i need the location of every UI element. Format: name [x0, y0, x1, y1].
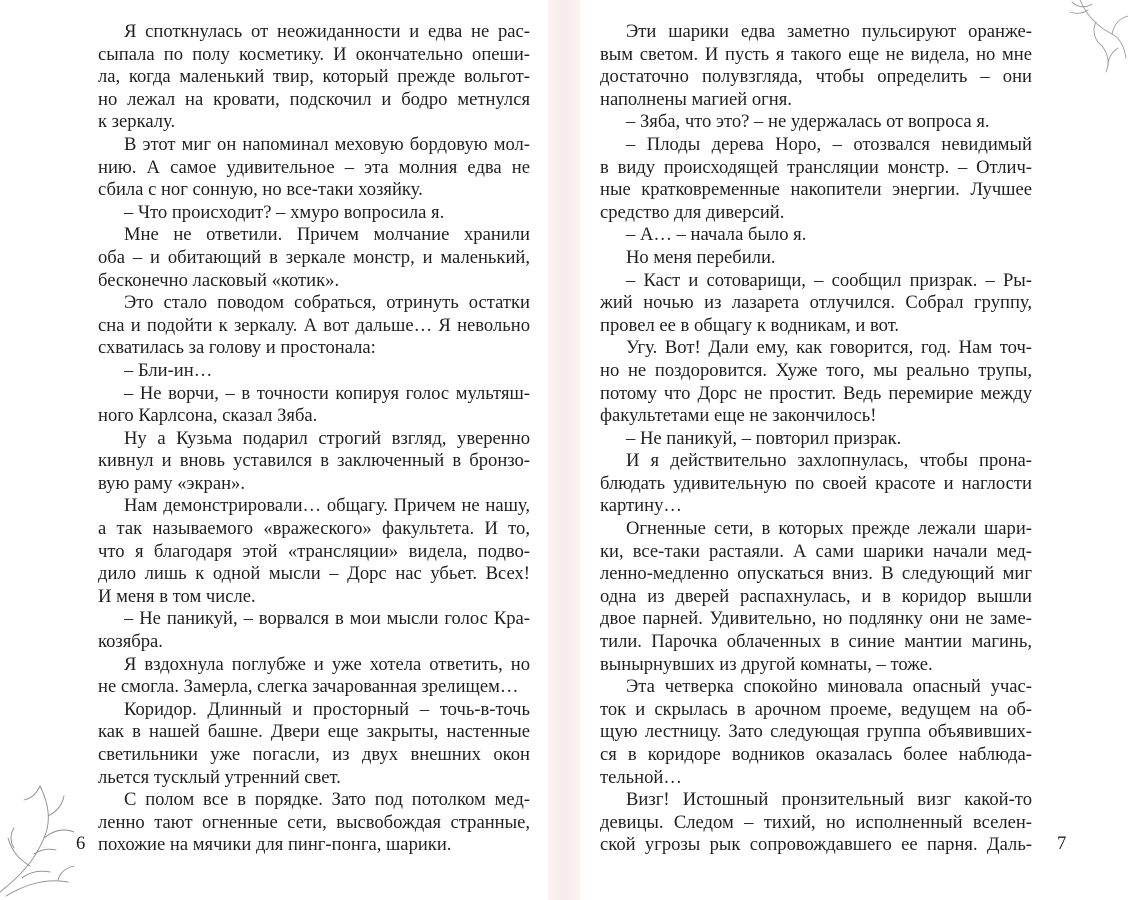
- text-line: светильники уже погасли, из двух внешних окон: [98, 744, 530, 765]
- text-line: вую раму «экран».: [98, 472, 245, 494]
- text-line: Нам демонстрировали… общагу. Причем не нашу,: [124, 495, 530, 517]
- text-line: девицы. Следом – тихий, но исполненный вселен-: [600, 811, 1032, 833]
- text-line: В этот миг он напоминал меховую бордовую мол-: [124, 133, 530, 155]
- floral-ornament-icon: [1068, 0, 1128, 76]
- text-line: Коридор. Длинный и просторный – точь-в-точь: [124, 698, 530, 720]
- text-line: картину…: [600, 495, 682, 517]
- text-line: в виду происходящей трансляции монстр. – Отлич-: [600, 156, 1032, 178]
- text-line: – Не паникуй, – ворвался в мои мысли голос Кра-: [124, 608, 530, 630]
- text-line: Визг! Истошный пронзительный визг какой-то: [626, 789, 1032, 811]
- text-line: – Что происходит? – хмуро вопросила я.: [124, 201, 445, 223]
- text-line: достаточно полувзгляда, чтобы определить – они: [600, 66, 1032, 88]
- floral-ornament-bottom-left: [0, 772, 80, 900]
- text-line: – Бли-ин…: [124, 359, 213, 381]
- text-line: потому что Дорс не простит. Ведь перемирие между: [600, 382, 1032, 404]
- text-line: но не поздоровится. Хуже того, мы реально трупы,: [600, 359, 1032, 381]
- page-number: 7: [1057, 833, 1067, 854]
- text-line: Мне не ответили. Причем молчание хранили: [124, 224, 530, 246]
- text-line: ской угрозы рык сопровождавшего ее парня. Даль-: [600, 834, 1032, 856]
- text-line: ные кратковременные накопители энергии. Лучшее: [600, 179, 1032, 201]
- text-line: похожие на мячики для пинг-понга, шарики.: [98, 834, 452, 856]
- text-line: сыпала по полу косметику. И окончательно опеши-: [98, 43, 530, 65]
- text-line: Я споткнулась от неожиданности и едва не рас-: [124, 21, 530, 42]
- text-line: бесконечно ласковый «котик».: [98, 269, 340, 291]
- text-line: – Плоды дерева Норо, – отозвался невидимый: [626, 133, 1032, 155]
- text-line: – Не ворчи, – в точности копируя голос мультяш-: [124, 382, 530, 404]
- right-page: [580, 0, 1128, 900]
- text-line: схватилась за голову и простонала:: [98, 337, 376, 359]
- text-line: С полом все в порядке. Зато под потолком мед-: [124, 789, 530, 811]
- floral-ornament-top-right: [1068, 0, 1128, 76]
- text-line: ного Карлсона, сказал Зяба.: [98, 405, 318, 427]
- text-line: сбила с ног сонную, но все-таки хозяйку.: [98, 179, 423, 201]
- text-line: льется тусклый утренний свет.: [98, 766, 341, 788]
- text-line: Эти шарики едва заметно пульсируют оранже-: [626, 21, 1032, 42]
- text-line: жий ночью из лазарета отлучился. Собрал группу,: [600, 292, 1032, 314]
- text-line: ся в коридоре водников оказалась более наблюда-: [600, 744, 1032, 765]
- text-line: Угу. Вот! Дали ему, как говорится, год. Нам точ-: [626, 337, 1032, 359]
- text-line: козябра.: [98, 631, 163, 653]
- text-line: – Зяба, что это? – не удержалась от вопроса я.: [626, 111, 990, 133]
- left-page-text: [98, 21, 530, 857]
- book-gutter: [548, 0, 580, 900]
- text-line: Но меня перебили.: [626, 246, 776, 268]
- text-line: И меня в том числе.: [98, 585, 256, 607]
- text-line: как в нашей башне. Двери еще закрыты, настенные: [98, 721, 530, 743]
- text-line: провел ее в общагу к водникам, и вот.: [600, 314, 900, 336]
- text-line: к зеркалу.: [98, 111, 176, 133]
- text-line: Эта четверка спокойно миновала опасный учас-: [626, 676, 1032, 698]
- text-line: нию. А самое удивительное – эта молния едва не: [98, 156, 530, 178]
- text-line: а так называемого «вражеского» факультета. И то,: [98, 518, 530, 540]
- left-page: [0, 0, 548, 900]
- text-line: – Каст и сотоварищи, – сообщил призрак. – Ры-: [626, 269, 1032, 291]
- text-line: блюдать удивительную по своей красоте и наглости: [600, 472, 1032, 494]
- text-line: не смогла. Замерла, слегка зачарованная зрелищем…: [98, 676, 519, 698]
- text-line: что я благодаря этой «трансляции» видела, подво-: [98, 540, 530, 562]
- text-line: вынырнувших из другой комнаты, – тоже.: [600, 653, 933, 675]
- text-line: средство для диверсий.: [600, 201, 785, 223]
- text-line: факультетами еще не закончилось!: [600, 405, 877, 427]
- text-line: И я действительно захлопнулась, чтобы прона-: [626, 450, 1032, 472]
- text-line: вым светом. И пусть я такого еще не видела, но мне: [600, 43, 1032, 65]
- text-line: тельной…: [600, 766, 682, 788]
- text-line: – А… – начала было я.: [626, 224, 807, 246]
- text-line: Огненные сети, в которых прежде лежали шари-: [626, 518, 1032, 540]
- text-line: двое парней. Удивительно, но подлянку они не заме-: [600, 608, 1032, 630]
- text-line: наполнены магией огня.: [600, 88, 792, 110]
- right-page-text: [600, 21, 1032, 857]
- page-number: 6: [76, 833, 86, 854]
- text-line: ленно тают огненные сети, высвобождая странные,: [98, 811, 530, 833]
- text-line: ленно-медленно опускаться вниз. В следующий миг: [600, 563, 1032, 585]
- text-line: дило лишь к одной мысли – Дорс нас убьет. Всех!: [98, 563, 530, 585]
- text-line: ки, все-таки растаяли. А сами шарики начали мед-: [600, 540, 1032, 562]
- text-line: одна из дверей распахнулась, и в коридор вышли: [600, 585, 1032, 607]
- text-line: кивнул и вновь уставился в заключенный в бронзо-: [98, 450, 530, 472]
- text-line: но лежал на кровати, подскочил и бодро метнулся: [98, 88, 530, 110]
- text-line: щую лестницу. Зато следующая группа объявивших-: [600, 721, 1032, 743]
- text-line: Это стало поводом собраться, отринуть остатки: [124, 292, 530, 314]
- text-line: сна и подойти к зеркалу. А вот дальше… Я невольно: [98, 314, 530, 336]
- text-line: Я вздохнула поглубже и уже хотела ответить, но: [124, 653, 530, 675]
- text-line: оба – и обитающий в зеркале монстр, и маленький,: [98, 246, 530, 268]
- text-line: – Не паникуй, – повторил призрак.: [626, 427, 902, 449]
- floral-ornament-icon: [0, 772, 80, 900]
- text-line: тили. Парочка облаченных в синие мантии магинь,: [600, 631, 1032, 653]
- text-line: Ну а Кузьма подарил строгий взгляд, уверенно: [124, 427, 530, 449]
- text-line: ла, когда маленький твир, который прежде вольгот-: [98, 66, 530, 88]
- text-line: ток и скрылась в арочном проеме, ведущем на об-: [600, 698, 1032, 720]
